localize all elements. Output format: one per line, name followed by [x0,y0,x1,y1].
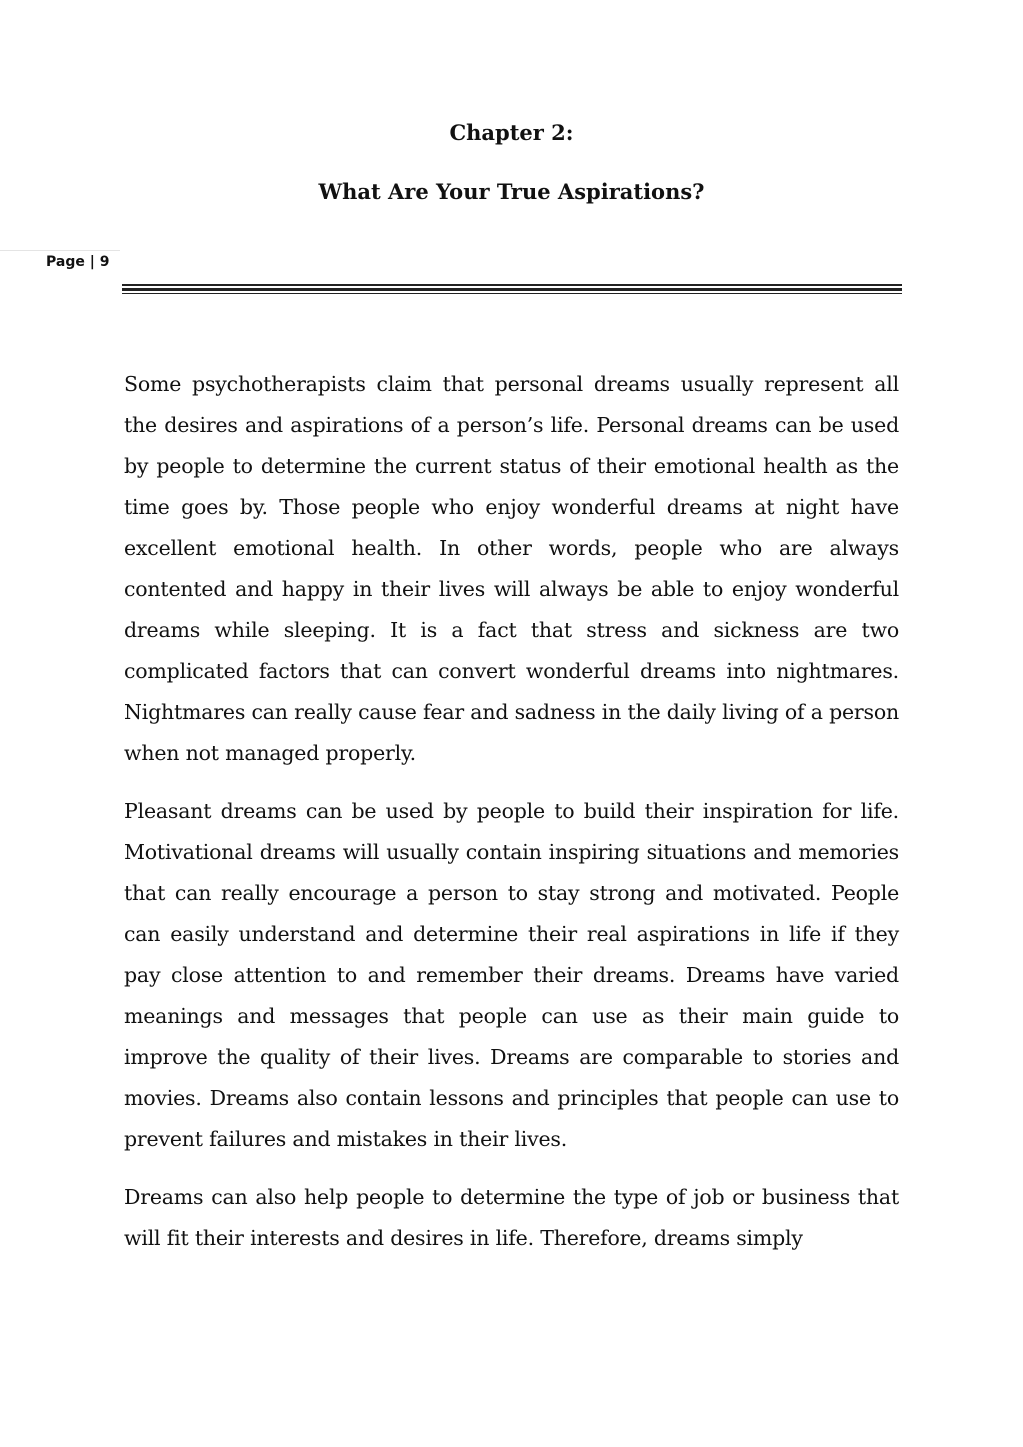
paragraph: Pleasant dreams can be used by people to build their inspiration for life. Motivational dreams will usually contain inspiring situations and memories that can really encourage a person to stay strong and motivated. People can easily understand and determine their real aspirations in life if they pay close attention to and remember their dreams. Dreams have varied meanings and messages that people can use as their main guide to improve the quality of their lives. Dreams are comparable to stories and movies. Dreams also contain lessons and principles that people can use to prevent failures and mistakes in their lives. [124,799,899,1151]
chapter-title: What Are Your True Aspirations? [318,179,705,204]
paragraph: Some psychotherapists claim that personal dreams usually represent all the desires and aspirations of a person’s life. Personal dreams can be used by people to determine the current status of their emotional health as the time goes by. Those people who enjoy wonderful dreams at night have excellent emotional health. In other words, people who are always contented and happy in their lives will always be able to enjoy wonderful dreams while sleeping. It is a fact that stress and sickness are two complicated factors that can convert wonderful dreams into nightmares. Nightmares can really cause fear and sadness in the daily living of a person when not managed properly. [124,372,899,765]
margin-divider [0,250,120,251]
header-rule [122,284,902,286]
header-rule [122,288,902,291]
page-number: Page | 9 [46,254,110,270]
chapter-label: Chapter 2: [449,120,574,145]
paragraph: Dreams can also help people to determine the type of job or business that will fit their interests and desires in life. Therefore, dreams simply [124,1185,899,1250]
body-text [124,364,899,1276]
header-rule [122,293,902,294]
